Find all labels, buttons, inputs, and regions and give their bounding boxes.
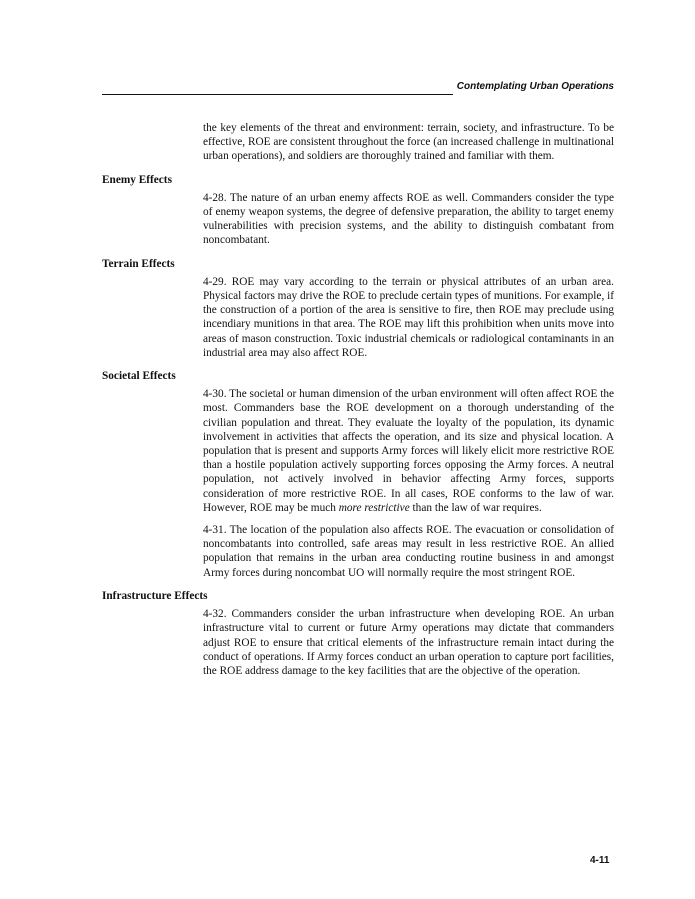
heading-terrain-effects: Terrain Effects xyxy=(102,257,175,270)
page-body xyxy=(102,121,614,678)
header-title: Contemplating Urban Operations xyxy=(456,81,614,92)
paragraph-4-30-emphasis: more restrictive xyxy=(338,501,410,514)
heading-infrastructure-effects: Infrastructure Effects xyxy=(102,589,208,602)
paragraph-4-30 xyxy=(203,387,614,515)
running-header xyxy=(102,79,614,95)
page-number: 4-11 xyxy=(590,855,610,866)
intro-paragraph: the key elements of the threat and environment: terrain, society, and infrastructure. To be effective, ROE are consistent throughout the force (an increased challenge in multinational urban operations), and soldiers are thoroughly trained and familiar with them. xyxy=(203,122,614,163)
paragraph-4-30-text-a: 4-30. The societal or human dimension of the urban environment will often affect ROE the most. Commanders base the ROE development on a thorough understanding of the civilian population and threat. They evaluate the loyalty of the population, its dynamic involvement in activities that affects the operation, and its size and physical location. A population that is present and supports Army forces will likely elicit more restrictive ROE than a hostile population actively supporting forces opposing the Army forces. A neutral population, not actively involved in behavior affecting Army forces, supports consideration of more restrictive ROE. In all cases, ROE conforms to the law of war. However, ROE may be much xyxy=(203,388,614,514)
paragraph-4-30-text-b: than the law of war requires. xyxy=(409,501,542,514)
heading-societal-effects: Societal Effects xyxy=(102,370,176,383)
paragraph-4-32: 4-32. Commanders consider the urban infrastructure when developing ROE. An urban infrastructure vital to current or future Army operations may dictate that commanders adjust ROE to ensure that critical elements of the infrastructure remain intact during the conduct of operations. If Army forces conduct an urban operation to capture port facilities, the ROE address damage to the key facilities that are the objective of the operation. xyxy=(203,608,614,677)
heading-enemy-effects: Enemy Effects xyxy=(102,173,172,186)
paragraph-4-28: 4-28. The nature of an urban enemy affects ROE as well. Commanders consider the type of enemy weapon systems, the degree of defensive preparation, the ability to target enemy vulnerabilities with precision systems, and the ability to distinguish combatant from noncombatant. xyxy=(203,191,614,247)
paragraph-4-31: 4-31. The location of the population also affects ROE. The evacuation or consolidation of noncombatants into controlled, safe areas may result in less restrictive ROE. An allied population that remains in the urban area conducting routine business in and amongst Army forces during noncombat UO will normally require the most stringent ROE. xyxy=(203,524,614,579)
paragraph-4-29: 4-29. ROE may vary according to the terrain or physical attributes of an urban area. Physical factors may drive the ROE to preclude certain types of munitions. For example, if the construction of a portion of the area is sensitive to fire, then ROE may preclude using incendiary munitions in that area. The ROE may lift this prohibition when units move into areas of mason construction. Toxic industrial chemicals or radiological contaminants in an industrial area may also affect ROE. xyxy=(203,275,614,359)
header-rule xyxy=(102,94,453,95)
